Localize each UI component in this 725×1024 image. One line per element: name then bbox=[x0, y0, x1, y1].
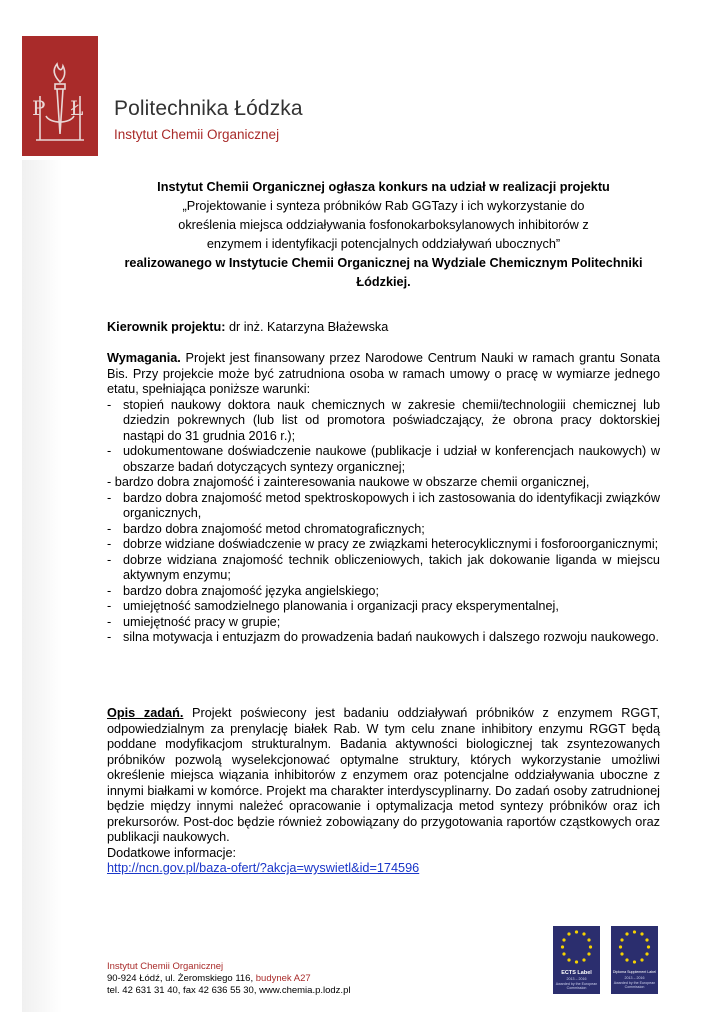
eu-stars-icon bbox=[611, 926, 658, 966]
ds-title: Diploma Supplement Label bbox=[612, 970, 657, 974]
requirement-item: - umiejętność pracy w grupie; bbox=[107, 614, 281, 629]
requirements-list bbox=[107, 398, 660, 646]
requirement-item: - umiejętność samodzielnego planowania i organizacji pracy eksperymentalnej, bbox=[107, 599, 559, 613]
footer-address-line: 90-924 Łódź, ul. Żeromskiego 116, budynek A27 bbox=[107, 973, 311, 984]
requirement-item: - bardzo dobra znajomość metod spektroskopowych i ich zastosowania do identyfikacji związków organicznych, bbox=[107, 490, 660, 520]
requirement-item: - stopień naukowy doktora nauk chemicznych w zakresie chemii/technologiii chemicznej lub dziedzin pokrewnych (lub list od promotora poświadczający, że obrona pracy doktorskiej nastąpi do 31 grudnia 2016 r.); bbox=[107, 397, 660, 443]
project-manager bbox=[107, 320, 660, 336]
ects-years: 2013 – 2016 bbox=[566, 977, 587, 981]
announcement-line-3: realizowanego w Instytucie Chemii Organicznej na Wydziale Chemicznym Politechniki Łódzkiej. bbox=[124, 256, 643, 289]
ects-label-badge bbox=[553, 926, 600, 994]
requirement-item: - bardzo dobra znajomość metod chromatograficznych; bbox=[107, 521, 425, 536]
requirements-intro-text: Projekt jest finansowany przez Narodowe Centrum Nauki w ramach grantu Sonata Bis. Przy projekcie może być zatrudniona osoba w ramach umowy o pracę w wymiarze jednego etatu, spełniająca poniższe warunki: bbox=[107, 351, 660, 396]
footer-contact: tel. 42 631 31 40, fax 42 636 55 30, www.chemia.p.lodz.pl bbox=[107, 985, 351, 996]
requirement-item: - silna motywacja i entuzjazm do prowadzenia badań naukowych i dalszego rozwoju naukowego. bbox=[107, 630, 660, 644]
footer-address bbox=[107, 961, 350, 997]
logo-letter-p: P bbox=[32, 96, 46, 120]
ects-title: ECTS Label bbox=[561, 970, 592, 976]
eu-stars-icon bbox=[553, 926, 600, 966]
ds-note: Awarded by the European Commission bbox=[613, 981, 656, 990]
ncn-offer-link[interactable]: http://ncn.gov.pl/baza-ofert/?akcja=wyswietl&id=174596 bbox=[107, 861, 420, 875]
footer-building: budynek A27 bbox=[255, 973, 311, 984]
tasks-description bbox=[107, 706, 660, 846]
project-title-text: „Projektowanie i synteza próbników Rab GGTazy i ich wykorzystanie do określenia miejsca oddziaływania fosfonokarboksylanowych inhibitorów z enzymem i identyfikacji potencjalnych oddziaływań ubocznych” bbox=[178, 199, 589, 251]
manager-value: dr inż. Katarzyna Błażewska bbox=[225, 320, 389, 334]
requirement-item: - dobrze widziana znajomość technik obliczeniowych, takich jak dokowanie liganda w miejscu aktywnym enzymu; bbox=[107, 552, 660, 582]
page-gradient bbox=[22, 160, 62, 1012]
org-subtitle: Instytut Chemii Organicznej bbox=[114, 127, 280, 142]
footer-institute: Instytut Chemii Organicznej bbox=[107, 961, 224, 972]
requirement-item: - udokumentowane doświadczenie naukowe (publikacje i udział w konferencjach naukowych) w obszarze badań dotyczących syntezy organicznej; bbox=[107, 444, 660, 474]
requirement-item: - dobrze widziane doświadczenie w pracy ze związkami heterocyklicznymi i fosforoorganicznymi; bbox=[107, 537, 659, 551]
requirements-label: Wymagania. bbox=[107, 351, 181, 365]
tasks-text: Projekt poświecony jest badaniu oddziaływań próbników z enzymem RGGT, odpowiedzialnym za prenylację białek Rab. W tym celu znane inhibitory enzymu RGGT będą poddane modyfikacjom strukturalnym. Badania aktywności biologicznej tak zsyntezowanych próbników pozwolą wyselekcjonować optymalne struktury, których wykorzystanie umożliwi określenie miejsca wiązania inhibitorów z enzymem oraz potencjalne oddziaływania uboczne z innymi białkami w komórce. Projekt ma charakter interdyscyplinarny. Do zadań osoby zatrudnionej będzie między innymi należeć opracowanie i optymalizacja metod syntezy próbników oraz ich prekursorów. Post-doc będzie również zobowiązany do przygotowania raportów cząstkowych oraz publikacji naukowych. bbox=[107, 706, 660, 844]
logo-letter-l: Ł bbox=[70, 96, 84, 120]
ects-note: Awarded by the European Commission bbox=[555, 982, 598, 991]
requirement-item: - bardzo dobra znajomość i zainteresowania naukowe w obszarze chemii organicznej, bbox=[107, 475, 590, 489]
diploma-supplement-badge bbox=[611, 926, 658, 994]
tasks-section bbox=[107, 706, 660, 877]
requirements-section bbox=[107, 351, 660, 646]
requirement-item: - bardzo dobra znajomość języka angielskiego; bbox=[107, 583, 380, 598]
requirements-intro bbox=[107, 351, 660, 398]
announcement-line-1: Instytut Chemii Organicznej ogłasza konkurs na udział w realizacji projektu bbox=[157, 180, 610, 194]
extra-info-label: Dodatkowe informacje: bbox=[107, 845, 237, 860]
org-name: Politechnika Łódzka bbox=[114, 97, 303, 120]
tasks-label: Opis zadań. bbox=[107, 706, 184, 720]
announcement-header bbox=[107, 178, 660, 292]
university-logo bbox=[22, 36, 98, 156]
project-title bbox=[107, 197, 660, 254]
ds-years: 2013 – 2016 bbox=[624, 976, 645, 980]
manager-label: Kierownik projektu: bbox=[107, 320, 226, 334]
torch-logo-icon bbox=[22, 36, 98, 156]
